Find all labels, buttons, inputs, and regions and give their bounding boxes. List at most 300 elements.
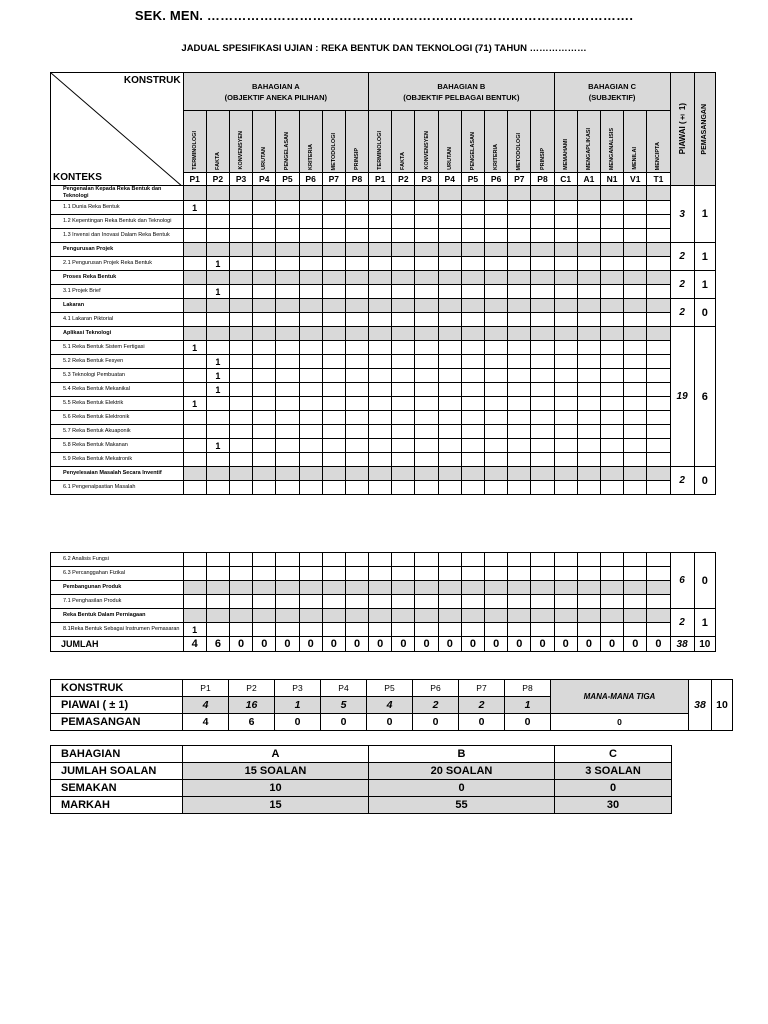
spec-cell	[600, 327, 623, 341]
spec-cell	[508, 215, 531, 229]
spec-cell	[369, 581, 392, 595]
spec-cell	[276, 453, 299, 467]
bahagian-row	[51, 746, 672, 763]
spec-cell	[415, 623, 438, 637]
spec-cell	[531, 383, 554, 397]
spec-cell	[600, 623, 623, 637]
spec-cell	[461, 313, 484, 327]
section-row	[51, 581, 716, 595]
construct-col-header: MEMAHAMI	[554, 111, 577, 173]
pemasangan-value: 0	[694, 553, 715, 609]
spec-cell	[415, 595, 438, 609]
spec-cell	[276, 355, 299, 369]
spec-cell	[392, 215, 415, 229]
spec-cell	[415, 383, 438, 397]
jumlah-value: 0	[276, 637, 299, 652]
spec-cell	[299, 425, 322, 439]
spec-cell	[624, 186, 647, 201]
section-label: Proses Reka Bentuk	[51, 271, 184, 285]
topic-label: 6.3 Percanggahan Fizikal	[51, 567, 184, 581]
spec-cell	[531, 313, 554, 327]
bahagian-c-cell: 3 SOALAN	[555, 763, 672, 780]
spec-cell	[600, 355, 623, 369]
spec-cell	[253, 257, 276, 271]
construct-col-header: URUTAN	[438, 111, 461, 173]
spec-cell	[531, 397, 554, 411]
construct-code: P2	[206, 173, 229, 186]
spec-cell	[299, 383, 322, 397]
pemasangan-row-label: PEMASANGAN	[51, 714, 183, 731]
spec-cell	[276, 341, 299, 355]
spec-cell: 1	[183, 341, 206, 355]
jumlah-pemasangan: 10	[694, 637, 715, 652]
spec-cell	[392, 313, 415, 327]
bahagian-a-cell: 10	[183, 780, 369, 797]
konstruk-piawai: 2	[413, 697, 459, 714]
spec-cell	[253, 271, 276, 285]
section-label: Pengurusan Projek	[51, 243, 184, 257]
spec-cell: 1	[206, 285, 229, 299]
spec-cell	[438, 299, 461, 313]
spec-cell	[369, 567, 392, 581]
topic-row	[51, 383, 716, 397]
bahagian-b-cell: 55	[369, 797, 555, 814]
spec-cell	[485, 229, 508, 243]
spec-cell	[531, 481, 554, 495]
spec-cell	[299, 271, 322, 285]
spec-cell	[485, 285, 508, 299]
spec-cell	[624, 411, 647, 425]
spec-cell	[253, 201, 276, 215]
spec-cell	[531, 369, 554, 383]
spec-cell	[229, 327, 252, 341]
spec-cell	[415, 243, 438, 257]
construct-col-header: FAKTA	[206, 111, 229, 173]
jumlah-row	[51, 637, 716, 652]
bahagian-row	[51, 763, 672, 780]
spec-cell	[554, 355, 577, 369]
spec-cell	[647, 369, 670, 383]
spec-cell	[392, 243, 415, 257]
spec-cell	[415, 553, 438, 567]
spec-cell	[438, 453, 461, 467]
spec-cell	[600, 567, 623, 581]
section-row	[51, 271, 716, 285]
pemasangan-header: PEMASANGAN	[694, 73, 715, 186]
spec-cell	[554, 243, 577, 257]
spec-cell	[322, 285, 345, 299]
spec-cell	[206, 299, 229, 313]
spec-cell	[438, 313, 461, 327]
spec-cell	[276, 186, 299, 201]
spec-cell	[183, 453, 206, 467]
pemasangan-value: 1	[694, 243, 715, 271]
spec-cell	[647, 453, 670, 467]
spec-cell	[183, 581, 206, 595]
spec-cell	[531, 467, 554, 481]
topic-label: 1.2 Kepentingan Reka Bentuk dan Teknologi	[51, 215, 184, 229]
jumlah-value: 0	[369, 637, 392, 652]
spec-cell	[647, 186, 670, 201]
spec-cell	[577, 201, 600, 215]
spec-cell	[438, 229, 461, 243]
spec-cell	[531, 341, 554, 355]
spec-cell	[299, 313, 322, 327]
spec-cell	[508, 383, 531, 397]
spec-cell	[508, 397, 531, 411]
bahagian-row-label: SEMAKAN	[51, 780, 183, 797]
spec-cell	[345, 229, 368, 243]
spec-cell	[531, 243, 554, 257]
spec-cell	[322, 411, 345, 425]
spec-cell	[624, 341, 647, 355]
spec-cell	[276, 369, 299, 383]
jumlah-value: 0	[299, 637, 322, 652]
spec-cell	[624, 595, 647, 609]
construct-code: P4	[253, 173, 276, 186]
spec-cell	[322, 341, 345, 355]
spec-cell	[577, 285, 600, 299]
spec-cell	[206, 567, 229, 581]
spec-cell	[229, 299, 252, 313]
section-label: Reka Bentuk Dalam Perniagaan	[51, 609, 184, 623]
spec-cell	[253, 411, 276, 425]
spec-cell	[624, 397, 647, 411]
spec-cell	[253, 581, 276, 595]
spec-cell	[577, 313, 600, 327]
construct-col-header: PRINSIP	[345, 111, 368, 173]
spec-cell	[624, 623, 647, 637]
spec-cell	[554, 327, 577, 341]
spec-cell	[276, 595, 299, 609]
spec-cell	[554, 341, 577, 355]
construct-col-header: TERMINOLOGI	[183, 111, 206, 173]
spec-cell	[624, 553, 647, 567]
spec-cell	[508, 299, 531, 313]
spec-cell	[461, 623, 484, 637]
spec-cell	[415, 271, 438, 285]
jumlah-value: 0	[392, 637, 415, 652]
spec-cell	[392, 355, 415, 369]
spec-cell	[415, 257, 438, 271]
spec-cell	[461, 467, 484, 481]
spec-cell	[276, 567, 299, 581]
construct-col-header: PENGELASAN	[461, 111, 484, 173]
construct-code: A1	[577, 173, 600, 186]
spec-cell	[253, 609, 276, 623]
spec-cell	[600, 467, 623, 481]
spec-cell	[485, 313, 508, 327]
spec-cell	[624, 467, 647, 481]
construct-col-header: URUTAN	[253, 111, 276, 173]
diagonal-line	[51, 73, 183, 186]
spec-cell	[485, 453, 508, 467]
jumlah-value: 0	[600, 637, 623, 652]
construct-col-header: METODOLOGI	[322, 111, 345, 173]
konstruk-pemasangan: 0	[275, 714, 321, 731]
spec-cell	[276, 327, 299, 341]
bahagian-b-cell: 20 SOALAN	[369, 763, 555, 780]
spec-cell	[531, 299, 554, 313]
spec-cell	[299, 623, 322, 637]
spec-cell	[624, 581, 647, 595]
spec-cell	[485, 581, 508, 595]
spec-cell	[531, 271, 554, 285]
spec-cell	[322, 355, 345, 369]
spec-cell	[392, 397, 415, 411]
spec-cell	[392, 623, 415, 637]
spec-cell	[415, 285, 438, 299]
spec-cell	[600, 609, 623, 623]
topic-row	[51, 285, 716, 299]
spec-cell	[415, 397, 438, 411]
spec-cell	[624, 609, 647, 623]
spec-cell	[531, 581, 554, 595]
bahagian-b-cell: 0	[369, 780, 555, 797]
pemasangan-value: 0	[694, 467, 715, 495]
spec-cell	[461, 439, 484, 453]
spec-cell	[345, 397, 368, 411]
spec-cell	[392, 411, 415, 425]
spec-cell	[577, 453, 600, 467]
construct-col-header: PRINSIP	[531, 111, 554, 173]
construct-code: T1	[647, 173, 670, 186]
spec-cell	[369, 553, 392, 567]
konstruk-row-label: KONSTRUK	[51, 680, 183, 697]
bahagian-a-header: BAHAGIAN A (OBJEKTIF ANEKA PILIHAN)	[183, 73, 369, 111]
spec-cell	[461, 567, 484, 581]
spec-cell	[554, 567, 577, 581]
spec-cell	[508, 411, 531, 425]
spec-cell	[554, 623, 577, 637]
spec-cell	[369, 186, 392, 201]
spec-cell	[577, 383, 600, 397]
topic-label: 5.9 Reka Bentuk Mekatronik	[51, 453, 184, 467]
topic-row	[51, 623, 716, 637]
spec-cell	[647, 439, 670, 453]
piawai-value: 2	[670, 299, 694, 327]
spec-cell	[183, 467, 206, 481]
spec-cell	[253, 229, 276, 243]
konstruk-piawai: 4	[367, 697, 413, 714]
spec-cell	[600, 453, 623, 467]
spec-cell	[183, 553, 206, 567]
spec-cell	[461, 215, 484, 229]
spec-cell	[253, 453, 276, 467]
spec-cell	[647, 257, 670, 271]
spec-cell	[415, 581, 438, 595]
spec-cell	[322, 467, 345, 481]
spec-cell	[345, 243, 368, 257]
topic-row	[51, 215, 716, 229]
spec-cell	[647, 567, 670, 581]
topic-row	[51, 453, 716, 467]
jumlah-value: 0	[554, 637, 577, 652]
spec-cell	[600, 369, 623, 383]
spec-cell	[369, 481, 392, 495]
spec-cell	[369, 313, 392, 327]
page-title: SEK. MEN. …………………………………………………………………………………….	[134, 8, 634, 23]
spec-cell	[345, 467, 368, 481]
spec-cell	[508, 609, 531, 623]
section-label: Penyelesaian Masalah Secara Inventif	[51, 467, 184, 481]
spec-cell	[183, 285, 206, 299]
spec-cell	[299, 215, 322, 229]
spec-cell	[577, 327, 600, 341]
spec-cell	[345, 553, 368, 567]
spec-cell	[600, 481, 623, 495]
spec-cell	[322, 623, 345, 637]
spec-cell	[229, 467, 252, 481]
spec-cell	[345, 623, 368, 637]
spec-cell	[206, 467, 229, 481]
spec-cell	[392, 439, 415, 453]
spec-cell	[647, 243, 670, 257]
spec-cell	[345, 186, 368, 201]
bahagian-a-cell: 15	[183, 797, 369, 814]
spec-cell	[392, 609, 415, 623]
konstruk-piawai: 2	[459, 697, 505, 714]
pemasangan-value: 1	[694, 609, 715, 637]
spec-cell	[554, 215, 577, 229]
spec-cell	[647, 271, 670, 285]
spec-cell	[206, 481, 229, 495]
spec-cell	[438, 327, 461, 341]
piawai-value: 3	[670, 186, 694, 243]
spec-cell	[322, 397, 345, 411]
construct-code: P1	[183, 173, 206, 186]
spec-cell	[183, 439, 206, 453]
spec-cell	[485, 467, 508, 481]
spec-cell	[206, 609, 229, 623]
spec-cell	[229, 201, 252, 215]
spec-cell	[253, 285, 276, 299]
spec-cell	[322, 383, 345, 397]
spec-cell	[253, 369, 276, 383]
spec-cell	[276, 397, 299, 411]
spec-cell	[369, 439, 392, 453]
spec-cell	[253, 186, 276, 201]
spec-cell	[253, 215, 276, 229]
spec-cell	[299, 299, 322, 313]
spec-cell	[276, 243, 299, 257]
spec-cell	[531, 595, 554, 609]
spec-cell	[392, 299, 415, 313]
spec-cell	[229, 285, 252, 299]
spec-cell	[345, 425, 368, 439]
spec-cell	[461, 609, 484, 623]
spec-cell	[577, 581, 600, 595]
piawai-value: 19	[670, 327, 694, 467]
topic-label: 1.1 Dunia Reka Bentuk	[51, 201, 184, 215]
spec-cell	[345, 567, 368, 581]
spec-cell	[461, 383, 484, 397]
spec-cell	[206, 186, 229, 201]
spec-cell	[438, 567, 461, 581]
spec-cell	[624, 229, 647, 243]
construct-col-header: MENGANALISIS	[600, 111, 623, 173]
spec-cell	[229, 186, 252, 201]
konstruk-label: KONSTRUK	[123, 75, 181, 86]
spec-cell	[647, 397, 670, 411]
spec-cell	[554, 411, 577, 425]
spec-cell	[276, 257, 299, 271]
spec-cell	[253, 467, 276, 481]
spec-cell	[508, 553, 531, 567]
spec-cell	[624, 299, 647, 313]
spec-cell	[577, 623, 600, 637]
topic-label: 6.2 Analisis Fungsi	[51, 553, 184, 567]
piawai-value: 6	[670, 553, 694, 609]
spec-cell	[624, 453, 647, 467]
spec-cell	[600, 186, 623, 201]
construct-col-header: MENCIPTA	[647, 111, 670, 173]
spec-cell	[485, 215, 508, 229]
spec-cell	[647, 553, 670, 567]
spec-cell	[369, 595, 392, 609]
spec-cell: 1	[183, 397, 206, 411]
spec-cell	[577, 411, 600, 425]
spec-cell	[461, 581, 484, 595]
spec-cell	[624, 439, 647, 453]
spec-cell	[276, 383, 299, 397]
topic-label: 3.1 Projek Brief	[51, 285, 184, 299]
spec-cell	[577, 397, 600, 411]
spec-cell	[253, 313, 276, 327]
spec-cell	[600, 581, 623, 595]
construct-code: P8	[345, 173, 368, 186]
construct-code: P3	[229, 173, 252, 186]
spec-cell	[577, 595, 600, 609]
spec-cell	[229, 229, 252, 243]
spec-cell	[415, 313, 438, 327]
spec-cell	[508, 285, 531, 299]
spec-cell	[299, 467, 322, 481]
spec-cell	[322, 481, 345, 495]
topic-label: 4.1 Lakaran Piktorial	[51, 313, 184, 327]
spec-cell	[299, 581, 322, 595]
spec-cell	[415, 299, 438, 313]
spec-cell	[299, 397, 322, 411]
construct-code: P5	[461, 173, 484, 186]
spec-cell	[392, 327, 415, 341]
konstruk-piawai: 1	[275, 697, 321, 714]
spec-cell	[253, 341, 276, 355]
spec-cell	[369, 257, 392, 271]
spec-cell	[345, 581, 368, 595]
topic-row	[51, 397, 716, 411]
spec-cell	[577, 369, 600, 383]
spec-cell	[369, 201, 392, 215]
spec-cell	[183, 595, 206, 609]
spec-cell	[345, 313, 368, 327]
construct-col-header: PENGELASAN	[276, 111, 299, 173]
spec-cell	[276, 285, 299, 299]
spec-cell	[647, 581, 670, 595]
topic-row	[51, 229, 716, 243]
spec-cell	[577, 425, 600, 439]
spec-cell	[299, 229, 322, 243]
spec-cell	[485, 567, 508, 581]
section-label: Aplikasi Teknologi	[51, 327, 184, 341]
spec-cell	[415, 425, 438, 439]
spec-cell	[531, 623, 554, 637]
spec-cell	[647, 229, 670, 243]
spec-cell	[369, 609, 392, 623]
spec-cell	[345, 439, 368, 453]
spec-cell	[508, 327, 531, 341]
spec-cell	[392, 481, 415, 495]
